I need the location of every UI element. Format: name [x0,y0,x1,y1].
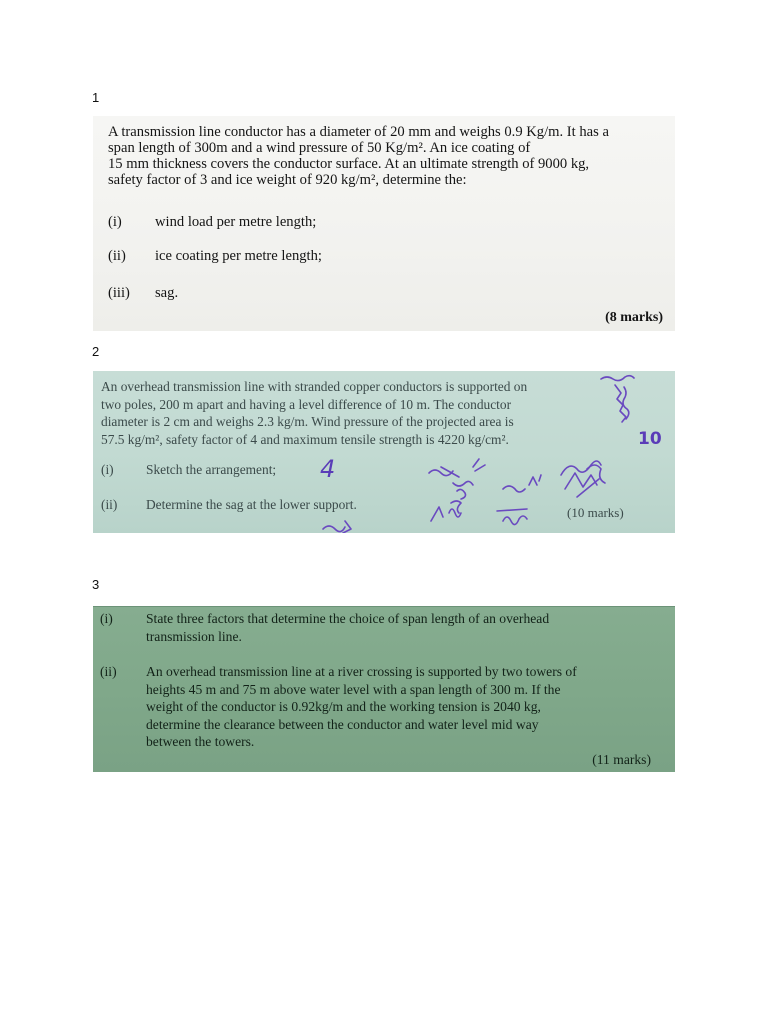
question-3-marks: (11 marks) [592,752,651,767]
item-numeral: (ii) [108,248,126,264]
question-3-scan [93,606,675,772]
item-text: Sketch the arrangement; [146,462,277,477]
item-text: ice coating per metre length; [155,248,322,264]
question-2-line-2: two poles, 200 m apart and having a level difference of 10 m. The conductor [101,396,512,412]
question-1-scan [93,116,675,331]
question-1-item-i [108,214,316,231]
item-line: heights 45 m and 75 m above water level with a span length of 300 m. If the [146,681,561,697]
item-numeral: (iii) [108,285,130,301]
handwritten-score-total: 10 [638,429,662,449]
question-1-line-3: 15 mm thickness covers the conductor surface. At an ultimate strength of 9000 kg, [108,156,590,172]
question-1-line-2: span length of 300m and a wind pressure of 50 Kg/m². An ice coating of [108,140,531,156]
item-line: An overhead transmission line at a river crossing is supported by two towers of [146,664,577,679]
item-line: weight of the conductor is 0.92kg/m and the working tension is 2040 kg, [146,699,541,715]
item-numeral: (ii) [101,497,118,512]
item-line: State three factors that determine the choice of span length of an overhead [146,611,550,626]
question-number-2: 2 [92,344,100,359]
question-1-item-ii [108,248,322,265]
question-1-line-4: safety factor of 3 and ice weight of 920 kg/m², determine the: [108,172,467,188]
item-text: Determine the sag at the lower support. [146,497,357,512]
item-numeral: (i) [100,611,113,626]
handwritten-scribbles [93,371,675,533]
item-line: determine the clearance between the conductor and water level mid way [146,716,539,732]
item-line: between the towers. [146,734,255,750]
item-numeral: (i) [101,462,114,477]
question-2-line-4: 57.5 kg/m², safety factor of 4 and maximum tensile strength is 4220 kg/cm². [101,431,509,447]
item-text: sag. [155,285,179,301]
question-number-1: 1 [92,90,100,105]
question-1-text [108,124,663,188]
item-line: transmission line. [146,628,242,644]
item-numeral: (i) [108,214,122,230]
item-text: wind load per metre length; [155,214,317,230]
question-1-line-1: A transmission line conductor has a diameter of 20 mm and weighs 0.9 Kg/m. It has a [108,124,609,140]
question-1-marks: (8 marks) [605,310,663,325]
item-numeral: (ii) [100,664,117,679]
handwritten-score-item-i: 4 [320,455,336,483]
question-number-3: 3 [92,577,100,592]
question-2-line-3: diameter is 2 cm and weighs 2.3 kg/m. Wind pressure of the projected area is [101,414,514,430]
question-1-item-iii [108,285,178,302]
question-2-scan [93,371,675,533]
item-text [146,610,656,645]
item-text [146,663,656,751]
question-2-line-1: An overhead transmission line with stranded copper conductors is supported on [101,379,528,394]
question-2-marks: (10 marks) [567,505,624,520]
